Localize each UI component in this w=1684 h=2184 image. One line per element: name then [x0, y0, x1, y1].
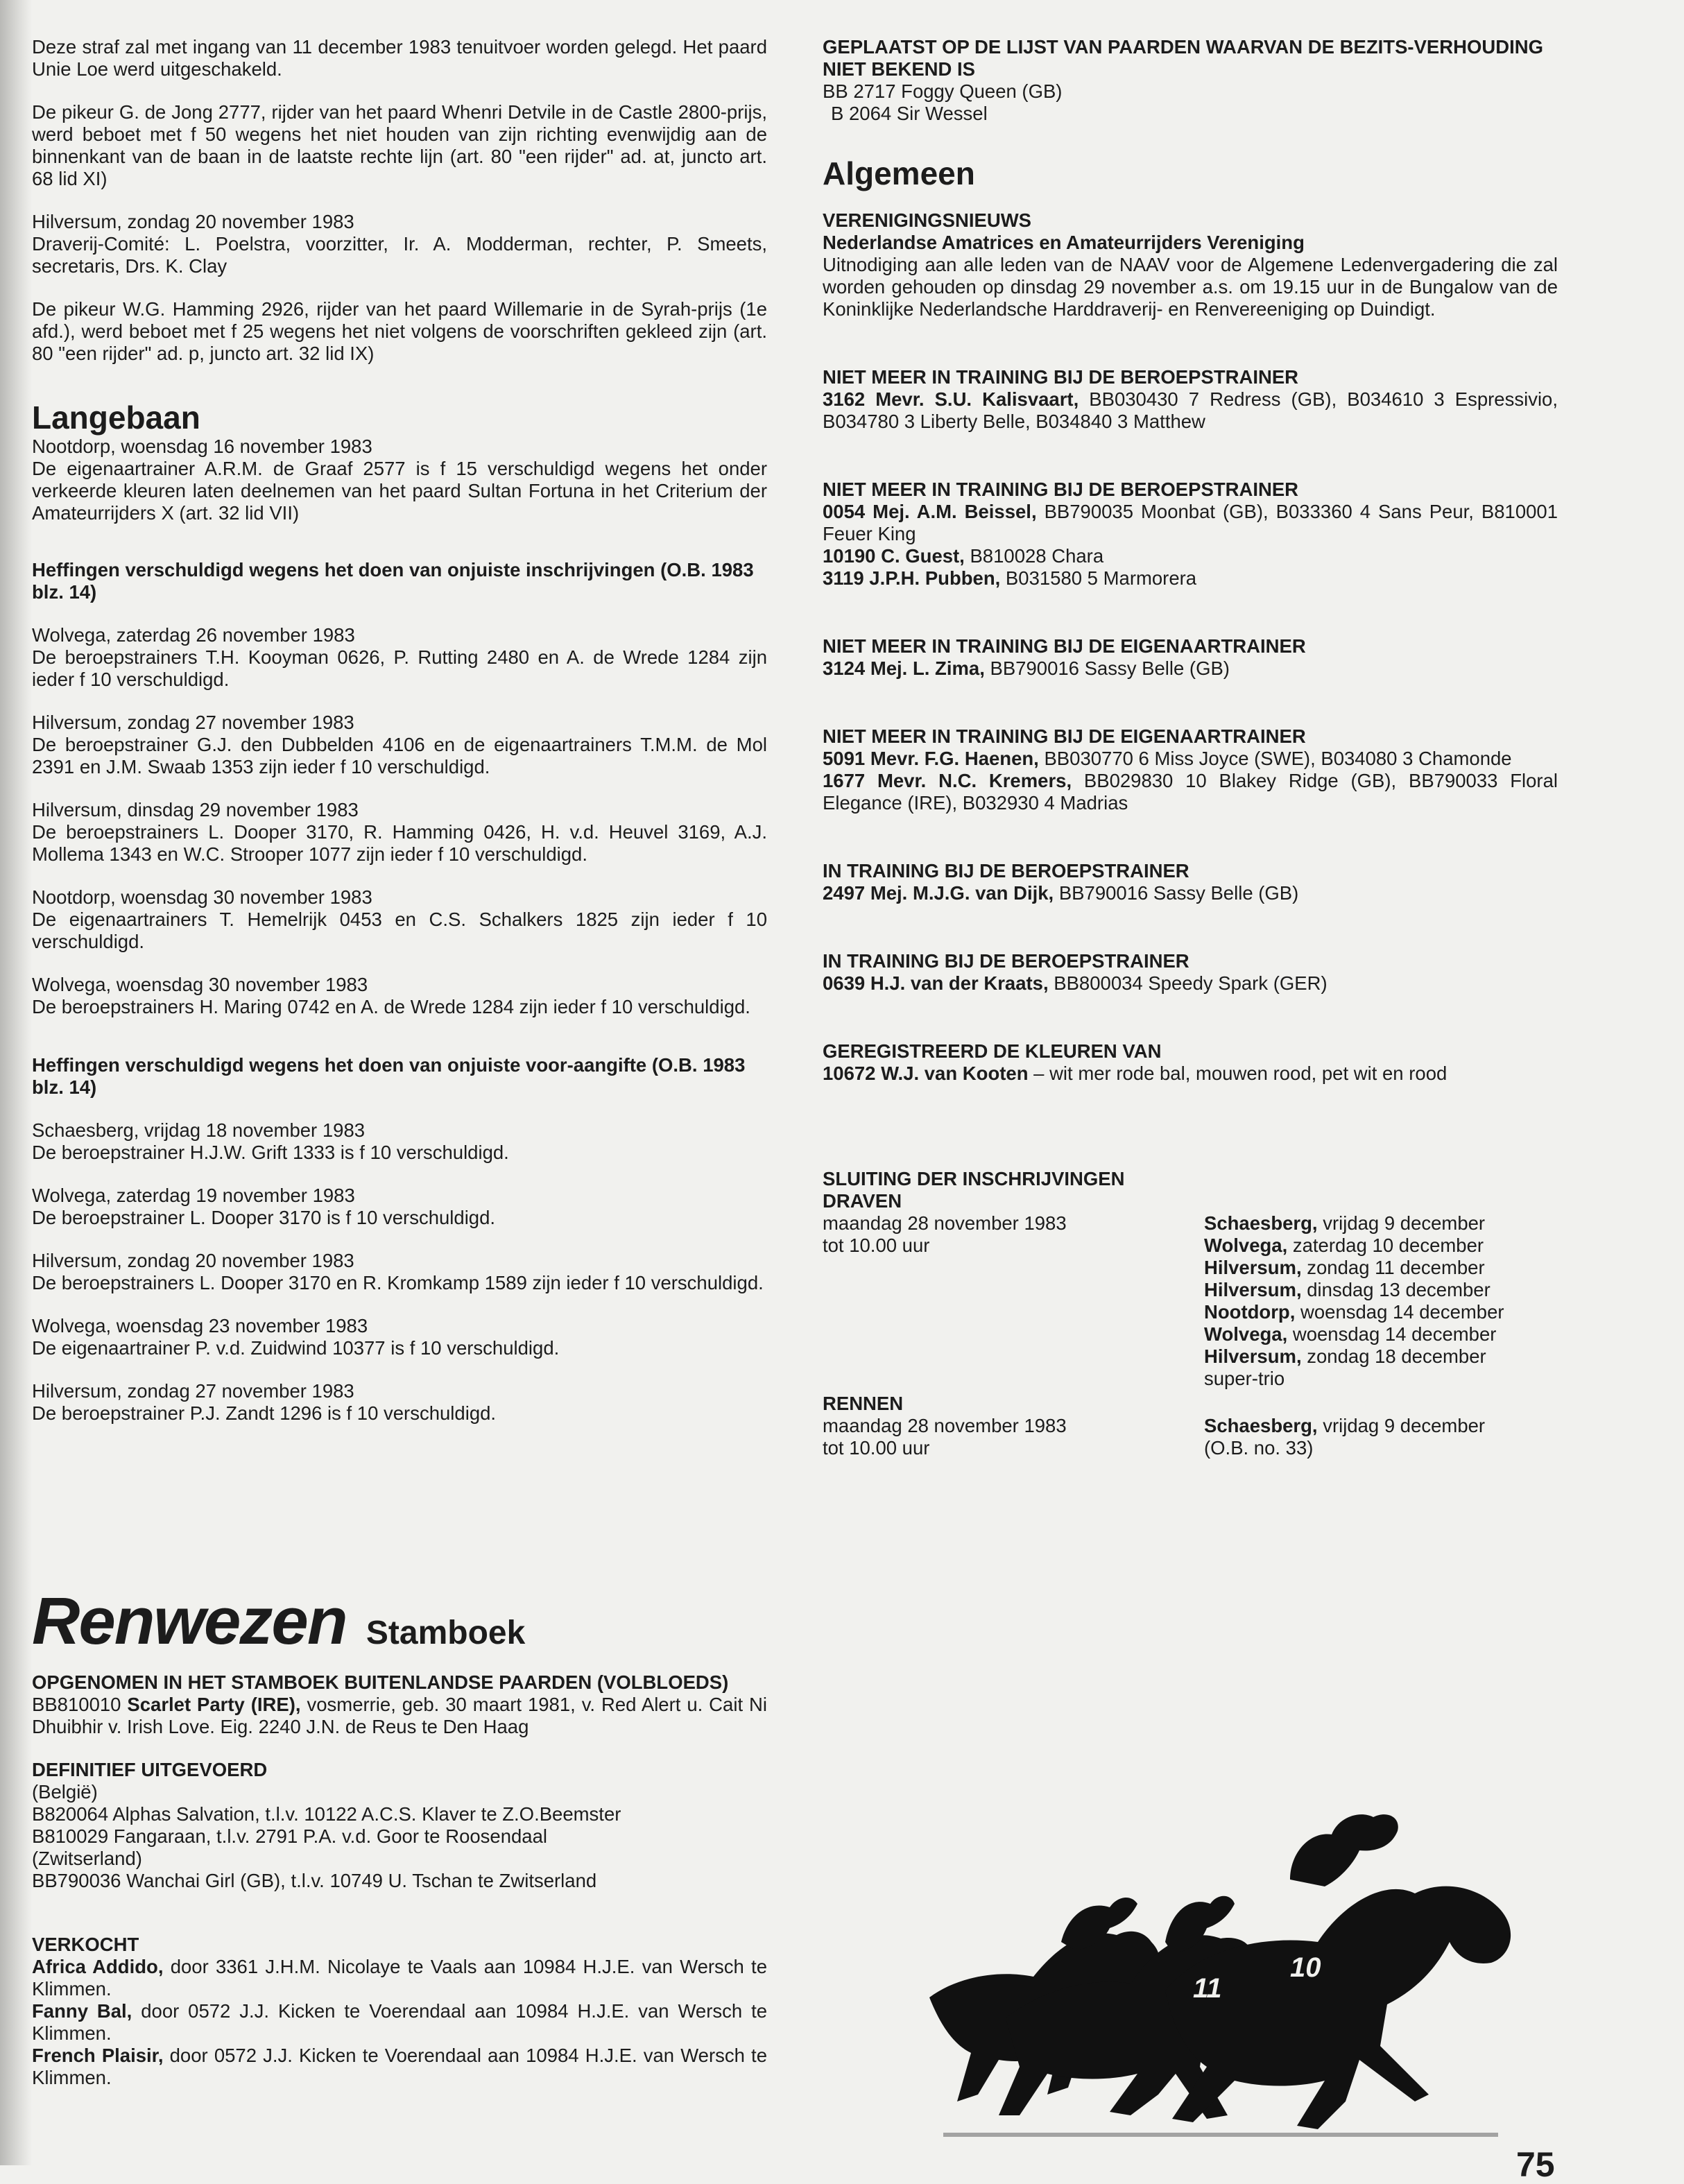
spacer	[32, 866, 767, 886]
heffing-date: Wolvega, zaterdag 19 november 1983	[32, 1185, 355, 1206]
verenigingsnieuws-text: Uitnodiging aan alle leden van de NAAV voor de Algemene Ledenvergadering die zal worden gehouden op dinsdag 29 november a.s. om 19.15 uur in de Bungalow van de Koninklijke Nederlandsche Harddraverij- en Renvereeniging op Duindigt.	[823, 254, 1558, 320]
sluiting-title: SLUITING DER INSCHRIJVINGEN	[823, 1168, 1125, 1189]
horses-list: BB030430 7 Redress (GB), B034610 3 Espressivio, B034780 3 Liberty Belle, B034840 3 Matthew	[823, 388, 1558, 432]
meeting-venue: Wolvega,	[1204, 1323, 1288, 1345]
langebaan-text: De eigenaartrainer A.R.M. de Graaf 2577 is f 15 verschuldigd wegens het onder verkeerde kleuren laten deelnemen van het paard Sultan Fortuna in het Criterium der Amateurrijders X (art. 32 lid VII)	[32, 458, 767, 524]
heffing-date: Nootdorp, woensdag 30 november 1983	[32, 886, 372, 908]
geplaatst-line: BB 2717 Foggy Queen (GB)	[823, 80, 1063, 102]
heffing-date: Wolvega, woensdag 30 november 1983	[32, 974, 368, 995]
paragraph-straf: Deze straf zal met ingang van 11 december 1983 tenuitvoer worden gelegd. Het paard Unie Loe werd uitgeschakeld.	[32, 36, 767, 80]
meeting-date	[1204, 1235, 1558, 1257]
definitief-list	[32, 1781, 767, 1892]
horses-list: BB030770 6 Miss Joyce (SWE), B034080 3 Chamonde	[1038, 748, 1512, 769]
right-column	[823, 36, 1558, 1459]
meeting-date	[1204, 1279, 1558, 1301]
meeting-day: woensdag 14 december	[1295, 1301, 1504, 1323]
opgenomen-code: BB810010	[32, 1694, 128, 1715]
meeting-venue: Nootdorp,	[1204, 1301, 1296, 1323]
sale-details: door 0572 J.J. Kicken te Voerendaal aan 10984 H.J.E. van Wersch te Klimmen.	[32, 2000, 768, 2044]
training-entry	[823, 501, 1558, 545]
horses-list: BB790035 Moonbat (GB), B033360 4 Sans Peur, B810001 Feuer King	[823, 501, 1558, 544]
spacer	[32, 603, 767, 624]
meeting-day: (O.B. no. 33)	[1204, 1437, 1314, 1459]
opgenomen-horse: Scarlet Party (IRE),	[127, 1694, 301, 1715]
heffing-date: Hilversum, zondag 20 november 1983	[32, 1250, 354, 1271]
page-number: 75	[1516, 2145, 1555, 2184]
training-section-title: NIET MEER IN TRAINING BIJ DE EIGENAARTRAINER	[823, 725, 1306, 747]
meeting-day: zondag 18 december	[1301, 1345, 1486, 1367]
paragraph-pikeur-de-jong: De pikeur G. de Jong 2777, rijder van het paard Whenri Detvile in de Castle 2800-prijs, werd beboet met f 50 wegens het niet houden van zijn richting evenwijdig aan de binnenkant van de baan in de laatste rechte lijn (art. 80 "een rijder" ad. at, juncto art. 68 lid XI)	[32, 101, 767, 189]
meeting-date	[1204, 1437, 1558, 1459]
meeting-date	[1204, 1345, 1558, 1368]
langebaan-date: Nootdorp, woensdag 16 november 1983	[32, 436, 372, 457]
spacer	[823, 433, 1558, 479]
section-title-langebaan: Langebaan	[32, 399, 200, 436]
heffing-text: De beroepstrainers H. Maring 0742 en A. de Wrede 1284 zijn ieder f 10 verschuldigd.	[32, 996, 750, 1017]
heffingen-voor-aangifte-list	[32, 1099, 767, 1425]
verkocht-list	[32, 1956, 767, 2089]
heffing-text: De beroepstrainers T.H. Kooyman 0626, P. Rutting 2480 en A. de Wrede 1284 zijn ieder f 10 verschuldigd.	[32, 646, 767, 690]
horse-number: 10	[1290, 1952, 1321, 1983]
training-entry	[823, 770, 1558, 814]
training-entry	[823, 1063, 1558, 1085]
heffingen-inschrijvingen-list	[32, 603, 767, 1018]
geplaatst-title: GEPLAATST OP DE LIJST VAN PAARDEN WAARVAN DE BEZITS-VERHOUDING NIET BEKEND IS	[823, 36, 1543, 80]
training-section-title: IN TRAINING BIJ DE BEROEPSTRAINER	[823, 950, 1189, 972]
horses-list: – wit mer rode bal, mouwen rood, pet wit en rood	[1028, 1063, 1447, 1084]
paragraph-draverij-comite: Draverij-Comité: L. Poelstra, voorzitter, Ir. A. Modderman, rechter, P. Smeets, secretaris, Drs. K. Clay	[32, 233, 767, 277]
spacer	[32, 953, 767, 974]
verkocht-entry	[32, 2000, 767, 2045]
verkocht-entry	[32, 2045, 767, 2089]
heffing-text: De beroepstrainers L. Dooper 3170, R. Hamming 0426, H. v.d. Heuvel 3169, A.J. Mollema 1343 en W.C. Strooper 1077 zijn ieder f 10 verschuldigd.	[32, 821, 767, 865]
deadline-line: tot 10.00 uur	[823, 1437, 930, 1459]
heffing-text: De eigenaartrainer P. v.d. Zuidwind 10377 is f 10 verschuldigd.	[32, 1337, 560, 1359]
horses-list: B810028 Chara	[964, 545, 1104, 567]
draven-title: DRAVEN	[823, 1190, 902, 1212]
training-entry	[823, 657, 1558, 680]
paragraph-pikeur-hamming: De pikeur W.G. Hamming 2926, rijder van het paard Willemarie in de Syrah-prijs (1e afd.), werd beboet met f 25 wegens het niet volgens de voorschriften gekleed zijn (art. 80 "een rijder" ad. p, juncto art. 32 lid IX)	[32, 298, 767, 364]
heffing-date: Hilversum, dinsdag 29 november 1983	[32, 799, 359, 820]
heffing-date: Wolvega, woensdag 23 november 1983	[32, 1315, 368, 1336]
trainer-name: 3162 Mevr. S.U. Kalisvaart,	[823, 388, 1079, 410]
trainer-name: 3124 Mej. L. Zima,	[823, 657, 985, 679]
sale-details: door 3361 J.H.M. Nicolaye te Vaals aan 10984 H.J.E. van Wersch te Klimmen.	[32, 1956, 767, 2000]
meeting-date	[1204, 1257, 1558, 1279]
heffing-text: De beroepstrainer G.J. den Dubbelden 4106 en de eigenaartrainers T.M.M. de Mol 2391 en J.M. Swaab 1353 zijn ieder f 10 verschuldigd.	[32, 734, 767, 777]
sluiting-block	[823, 1168, 1558, 1459]
trainer-name: 5091 Mevr. F.G. Haenen,	[823, 748, 1039, 769]
spacer	[32, 691, 767, 712]
draven-dates	[1204, 1212, 1558, 1390]
verenigingsnieuws-title: VERENIGINGSNIEUWS	[823, 209, 1032, 231]
training-section-title: NIET MEER IN TRAINING BIJ DE EIGENAARTRAINER	[823, 635, 1306, 657]
heffing-text: De beroepstrainer H.J.W. Grift 1333 is f 10 verschuldigd.	[32, 1142, 509, 1163]
trainer-name: 0639 H.J. van der Kraats,	[823, 972, 1049, 994]
trainer-name: 2497 Mej. M.J.G. van Dijk,	[823, 882, 1054, 904]
spacer	[823, 680, 1558, 725]
meeting-date	[1204, 1415, 1558, 1437]
rennen-title: RENNEN	[823, 1393, 904, 1414]
heffing-date: Wolvega, zaterdag 26 november 1983	[32, 624, 355, 646]
spacer	[32, 1164, 767, 1185]
definitief-line: (België)	[32, 1781, 98, 1803]
meeting-date	[1204, 1212, 1558, 1235]
meeting-day: vrijdag 9 december	[1317, 1415, 1486, 1436]
meeting-day: dinsdag 13 december	[1301, 1279, 1490, 1300]
training-sections	[823, 320, 1558, 1085]
meeting-venue: Wolvega,	[1204, 1235, 1288, 1256]
rennen-dates	[1204, 1415, 1558, 1459]
heffingen-inschrijvingen-title: Heffingen verschuldigd wegens het doen van onjuiste inschrijvingen (O.B. 1983 blz. 14)	[32, 559, 754, 603]
trainer-name: 1677 Mevr. N.C. Kremers,	[823, 770, 1072, 791]
deadline-line: tot 10.00 uur	[823, 1235, 930, 1256]
heffing-date: Hilversum, zondag 27 november 1983	[32, 1380, 354, 1402]
trainer-name: 3119 J.P.H. Pubben,	[823, 567, 1001, 589]
opgenomen-text: vosmerrie, geb. 30 maart 1981, v. Red Alert u. Cait Ni Dhuibhir v. Irish Love. Eig. 2240 J.N. de Reus te Den Haag	[32, 1694, 767, 1737]
geplaatst-line: B 2064 Sir Wessel	[831, 103, 988, 124]
definitief-title: DEFINITIEF UITGEVOERD	[32, 1759, 268, 1780]
sale-details: door 0572 J.J. Kicken te Voerendaal aan 10984 H.J.E. van Wersch te Klimmen.	[32, 2045, 767, 2088]
heffing-date: Schaesberg, vrijdag 18 november 1983	[32, 1119, 366, 1141]
training-entry	[823, 972, 1558, 995]
meeting-day: vrijdag 9 december	[1317, 1212, 1486, 1234]
horse-name: Fanny Bal,	[32, 2000, 132, 2022]
trainer-name: 10190 C. Guest,	[823, 545, 965, 567]
opgenomen-title: OPGENOMEN IN HET STAMBOEK BUITENLANDSE PAARDEN (VOLBLOEDS)	[32, 1671, 729, 1693]
heffing-text: De beroepstrainer P.J. Zandt 1296 is f 10 verschuldigd.	[32, 1402, 497, 1424]
meeting-venue: Hilversum,	[1204, 1279, 1302, 1300]
heffing-text: De beroepstrainers L. Dooper 3170 en R. Kromkamp 1589 zijn ieder f 10 verschuldigd.	[32, 1272, 764, 1293]
meeting-day: woensdag 14 december	[1287, 1323, 1497, 1345]
training-entry	[823, 567, 1558, 590]
heffing-text: De eigenaartrainers T. Hemelrijk 0453 en C.S. Schalkers 1825 zijn ieder f 10 verschuldigd.	[32, 909, 767, 952]
spacer	[823, 814, 1558, 860]
spacer	[32, 1294, 767, 1315]
rennen-deadline	[823, 1415, 1204, 1459]
stamboek-heading: Stamboek	[366, 1615, 526, 1651]
meeting-day: zaterdag 10 december	[1287, 1235, 1484, 1256]
horse-number: 11	[1193, 1973, 1222, 2004]
meeting-venue: Hilversum,	[1204, 1257, 1302, 1278]
trainer-name: 0054 Mej. A.M. Beissel,	[823, 501, 1037, 522]
meeting-venue: Schaesberg,	[1204, 1415, 1318, 1436]
horses-list: BB029830 10 Blakey Ridge (GB), BB790033 Floral Elegance (IRE), B032930 4 Madrias	[823, 770, 1558, 814]
training-entry	[823, 882, 1558, 904]
verenigingsnieuws-subtitle: Nederlandse Amatrices en Amateurrijders Vereniging	[823, 232, 1305, 253]
meeting-venue: Hilversum,	[1204, 1345, 1302, 1367]
training-section-title: NIET MEER IN TRAINING BIJ DE BEROEPSTRAINER	[823, 366, 1299, 388]
definitief-line: B820064 Alphas Salvation, t.l.v. 10122 A.C.S. Klaver te Z.O.Beemster	[32, 1803, 621, 1825]
meeting-day: super-trio	[1204, 1368, 1285, 1389]
training-section-title: NIET MEER IN TRAINING BIJ DE BEROEPSTRAINER	[823, 479, 1299, 500]
verkocht-title: VERKOCHT	[32, 1934, 139, 1955]
spacer	[32, 1099, 767, 1119]
horses-list: B031580 5 Marmorera	[1000, 567, 1197, 589]
spacer	[823, 320, 1558, 366]
meeting-date	[1204, 1323, 1558, 1345]
scan-edge-shadow	[0, 0, 32, 2165]
jockey-silhouette	[1290, 1814, 1398, 1886]
draven-deadline	[823, 1212, 1204, 1390]
meeting-date	[1204, 1368, 1558, 1390]
renwezen-section	[32, 1584, 768, 2089]
heffing-date: Hilversum, zondag 27 november 1983	[32, 712, 354, 733]
verkocht-entry	[32, 1956, 767, 2000]
meeting-venue: Schaesberg,	[1204, 1212, 1318, 1234]
opgenomen-entry	[32, 1694, 767, 1738]
spacer	[823, 995, 1558, 1040]
meeting-day: zondag 11 december	[1301, 1257, 1485, 1278]
section-title-algemeen: Algemeen	[823, 155, 975, 191]
training-entry	[823, 748, 1558, 770]
deadline-line: maandag 28 november 1983	[823, 1212, 1067, 1234]
horse-name: French Plaisir,	[32, 2045, 164, 2066]
heffingen-voor-aangifte-title: Heffingen verschuldigd wegens het doen van onjuiste voor-aangifte (O.B. 1983 blz. 14)	[32, 1054, 746, 1098]
training-section-title: GEREGISTREERD DE KLEUREN VAN	[823, 1040, 1162, 1062]
meeting-date	[1204, 1301, 1558, 1323]
spacer	[823, 904, 1558, 950]
deadline-line: maandag 28 november 1983	[823, 1415, 1067, 1436]
paragraph-date-hilversum: Hilversum, zondag 20 november 1983	[32, 211, 354, 232]
horses-list: BB800034 Speedy Spark (GER)	[1048, 972, 1328, 994]
definitief-line: (Zwitserland)	[32, 1848, 142, 1869]
left-column	[32, 36, 767, 1425]
spacer	[32, 1359, 767, 1380]
horse-name: Africa Addido,	[32, 1956, 164, 1977]
spacer	[32, 1229, 767, 1250]
training-section-title: IN TRAINING BIJ DE BEROEPSTRAINER	[823, 860, 1189, 882]
trainer-name: 10672 W.J. van Kooten	[823, 1063, 1029, 1084]
definitief-line: BB790036 Wanchai Girl (GB), t.l.v. 10749 U. Tschan te Zwitserland	[32, 1870, 597, 1891]
horses-list: BB790016 Sassy Belle (GB)	[1054, 882, 1299, 904]
renwezen-heading: Renwezen	[32, 1584, 347, 1658]
definitief-line: B810029 Fangaraan, t.l.v. 2791 P.A. v.d. Goor te Roosendaal	[32, 1825, 547, 1847]
spacer	[32, 778, 767, 799]
spacer	[823, 590, 1558, 635]
training-entry	[823, 545, 1558, 567]
ground-line	[943, 2133, 1498, 2137]
training-entry	[823, 388, 1558, 433]
racehorses-illustration	[902, 1769, 1540, 2143]
heffing-text: De beroepstrainer L. Dooper 3170 is f 10 verschuldigd.	[32, 1207, 496, 1228]
horses-list: BB790016 Sassy Belle (GB)	[984, 657, 1230, 679]
